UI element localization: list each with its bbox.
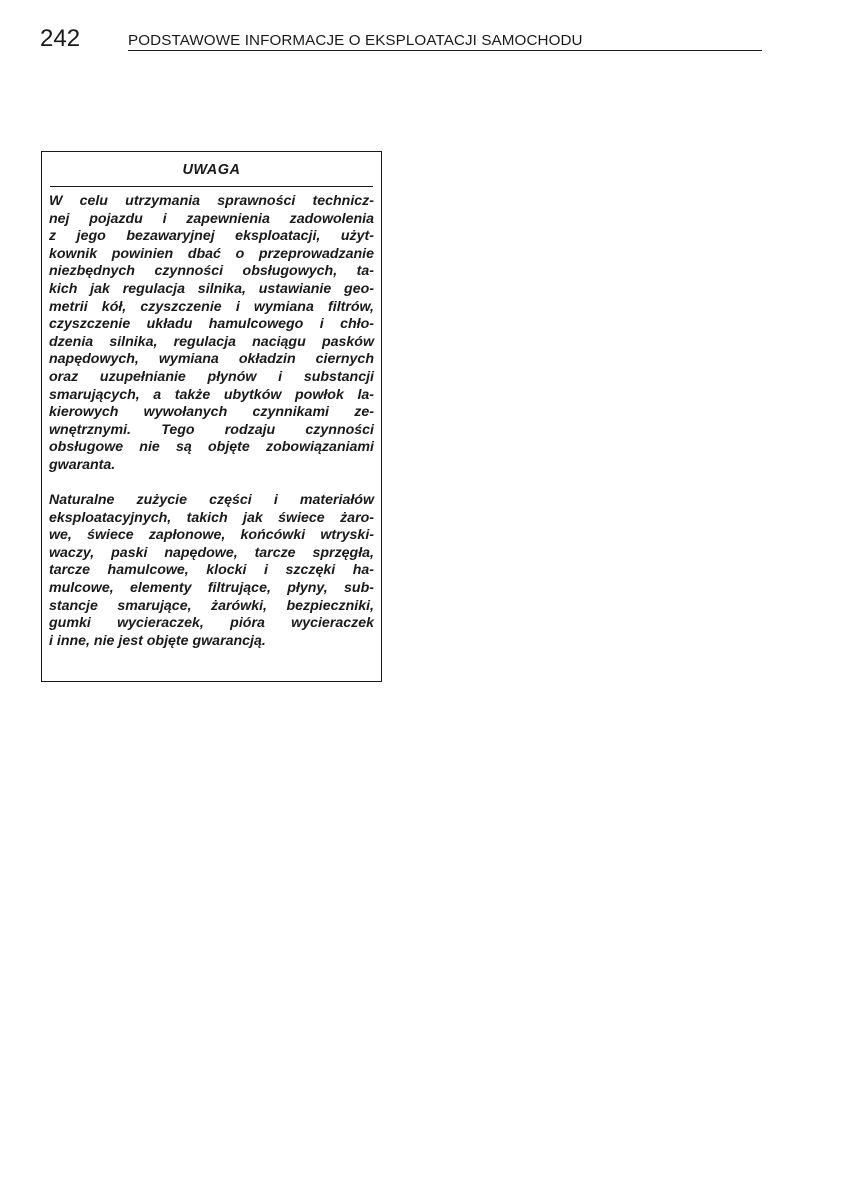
text-line: mulcowe, elementy filtrujące, płyny, sub-: [49, 580, 374, 597]
page-header: [40, 26, 762, 54]
running-title: PODSTAWOWE INFORMACJE O EKSPLOATACJI SAMOCHODU: [128, 32, 583, 49]
text-line: i inne, nie jest objęte gwarancją.: [49, 632, 266, 649]
text-line: tarcze hamulcowe, klocki i szczęki ha-: [49, 562, 374, 579]
text-line: nej pojazdu i zapewnienia zadowolenia: [49, 210, 374, 227]
text-line: Naturalne zużycie części i materiałów: [49, 492, 374, 509]
text-line: W celu utrzymania sprawności technicz-: [49, 193, 374, 209]
text-line: kownik powinien dbać o przeprowadzanie: [49, 245, 374, 262]
notice-title: UWAGA: [182, 162, 241, 178]
notice-body: [49, 193, 374, 650]
text-line: eksploatacyjnych, takich jak świece żaro-: [49, 509, 374, 526]
text-line: smarujących, a także ubytków powłok la-: [49, 386, 374, 403]
text-line: dzenia silnika, regulacja naciągu pasków: [49, 333, 374, 350]
notice-title-rule: [50, 186, 373, 187]
text-line: niezbędnych czynności obsługowych, ta-: [49, 263, 374, 280]
text-line: z jego bezawaryjnej eksploatacji, użyt-: [49, 228, 374, 245]
text-line: metrii kół, czyszczenie i wymiana filtrów,: [49, 298, 374, 315]
page-number: 242: [40, 25, 81, 52]
text-line: we, świece zapłonowe, końcówki wtryski-: [49, 527, 374, 544]
text-line: napędowych, wymiana okładzin ciernych: [49, 351, 374, 368]
text-line: czyszczenie układu hamulcowego i chło-: [49, 316, 374, 333]
notice-paragraph-maintenance: [49, 193, 374, 475]
text-line: gumki wycieraczek, pióra wycieraczek: [49, 615, 374, 632]
text-line: kierowych wywołanych czynnikami ze-: [49, 404, 374, 421]
text-line: stancje smarujące, żarówki, bezpieczniki,: [49, 597, 374, 614]
text-line: waczy, paski napędowe, tarcze sprzęgła,: [49, 544, 374, 561]
warning-notice-box: [41, 151, 382, 682]
text-line: kich jak regulacja silnika, ustawianie geo-: [49, 280, 374, 297]
notice-paragraph-wear-parts: [49, 492, 374, 650]
text-line: gwaranta.: [49, 456, 116, 473]
text-line: oraz uzupełnianie płynów i substancji: [49, 368, 374, 385]
header-rule: [128, 50, 762, 51]
text-line: wnętrznymi. Tego rodzaju czynności: [49, 421, 374, 438]
text-line: obsługowe nie są objęte zobowiązaniami: [49, 439, 374, 456]
